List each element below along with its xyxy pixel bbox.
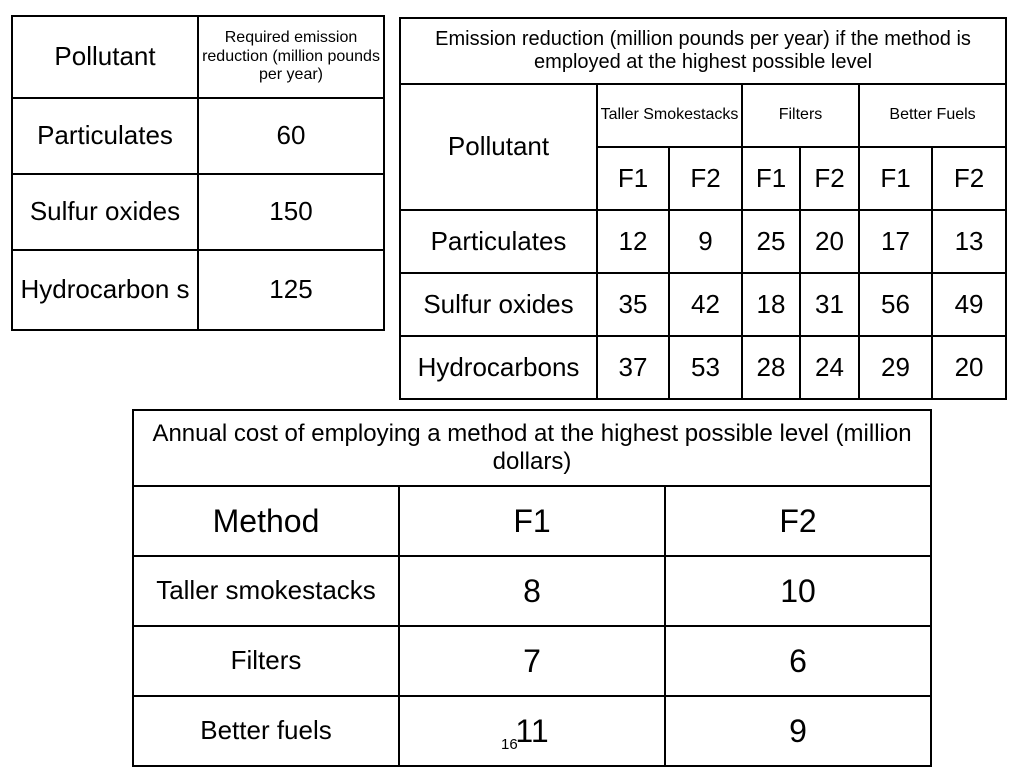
value-cell: 49 (932, 273, 1006, 336)
table-row (12, 250, 384, 330)
table-title: Emission reduction (million pounds per year) if the method is employed at the highest possible level (400, 18, 1006, 84)
value-cell: 24 (800, 336, 859, 399)
pollutant-cell: Hydrocarbons (400, 336, 597, 399)
furnace-header: F2 (800, 147, 859, 210)
table-row (12, 98, 384, 174)
value-cell: 17 (859, 210, 932, 273)
pollutant-cell: Particulates (400, 210, 597, 273)
header-f1: F1 (399, 486, 665, 556)
value-cell: 31 (800, 273, 859, 336)
table-row (133, 696, 931, 766)
emission-reduction-table (399, 17, 1007, 400)
value-cell: 20 (932, 336, 1006, 399)
header-required-reduction: Required emission reduction (million pounds per year) (198, 16, 384, 98)
value-cell: 42 (669, 273, 742, 336)
table-title: Annual cost of employing a method at the highest possible level (million dollars) (133, 410, 931, 486)
header-method: Method (133, 486, 399, 556)
cost-f1-cell: 7 (399, 626, 665, 696)
value-cell: 53 (669, 336, 742, 399)
value-cell: 150 (198, 174, 384, 250)
required-reduction-table (11, 15, 385, 331)
method-header: Taller Smokestacks (597, 84, 742, 147)
method-cell: Better fuels (133, 696, 399, 766)
value-cell: 60 (198, 98, 384, 174)
furnace-header: F2 (669, 147, 742, 210)
value-cell: 56 (859, 273, 932, 336)
pollutant-cell: Hydrocarbon s (12, 250, 198, 330)
table-row (400, 336, 1006, 399)
table-row (12, 174, 384, 250)
method-cell: Taller smokestacks (133, 556, 399, 626)
value-cell: 35 (597, 273, 669, 336)
page-number: 16 (501, 736, 518, 753)
value-cell: 29 (859, 336, 932, 399)
furnace-header: F1 (859, 147, 932, 210)
furnace-header: F1 (597, 147, 669, 210)
value-cell: 12 (597, 210, 669, 273)
cost-f1-cell: 11 (399, 696, 665, 766)
cost-f1-cell: 8 (399, 556, 665, 626)
table-row (400, 273, 1006, 336)
pollutant-cell: Sulfur oxides (12, 174, 198, 250)
header-pollutant: Pollutant (400, 84, 597, 210)
value-cell: 20 (800, 210, 859, 273)
value-cell: 28 (742, 336, 800, 399)
cost-f2-cell: 6 (665, 626, 931, 696)
value-cell: 18 (742, 273, 800, 336)
header-f2: F2 (665, 486, 931, 556)
table-row (133, 626, 931, 696)
cost-f2-cell: 10 (665, 556, 931, 626)
method-header: Better Fuels (859, 84, 1006, 147)
furnace-header: F2 (932, 147, 1006, 210)
value-cell: 125 (198, 250, 384, 330)
cost-f2-cell: 9 (665, 696, 931, 766)
pollutant-cell: Sulfur oxides (400, 273, 597, 336)
value-cell: 9 (669, 210, 742, 273)
value-cell: 13 (932, 210, 1006, 273)
pollutant-cell: Particulates (12, 98, 198, 174)
furnace-header: F1 (742, 147, 800, 210)
method-header: Filters (742, 84, 859, 147)
value-cell: 25 (742, 210, 800, 273)
header-pollutant: Pollutant (12, 16, 198, 98)
table-row (133, 556, 931, 626)
method-cell: Filters (133, 626, 399, 696)
table-row (400, 210, 1006, 273)
value-cell: 37 (597, 336, 669, 399)
annual-cost-table (132, 409, 932, 767)
